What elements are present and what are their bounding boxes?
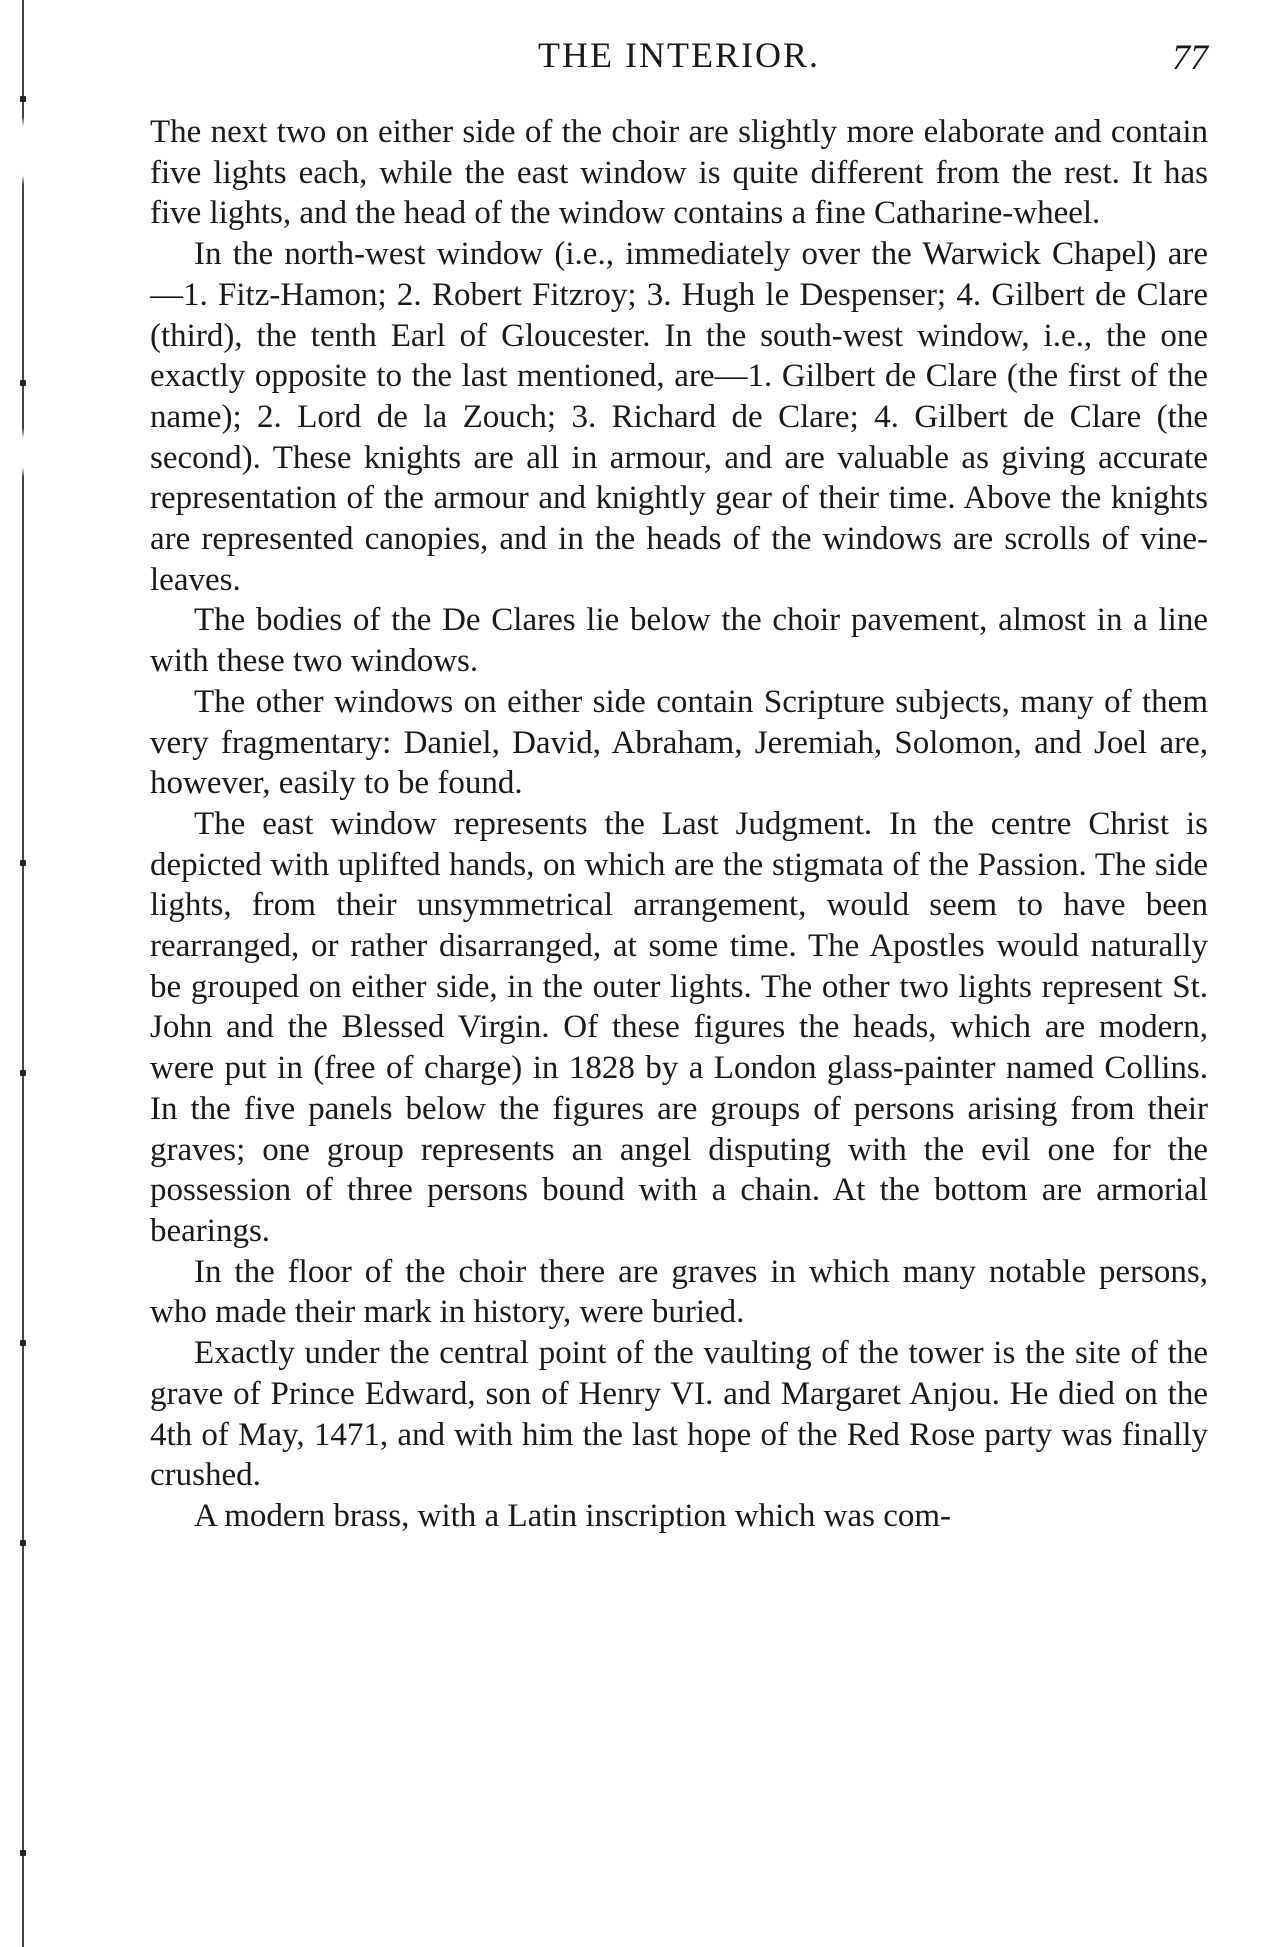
paragraph: The east window represents the Last Judgment. In the centre Christ is depicted with uplifted hands, on which are the stigmata of the Passion. The side lights, from their unsymmetrical arrangement, would seem to have been rearranged, or rather disarranged, at some time. The Apostles would naturally be grouped on either side, in the outer lights. The other two lights represent St. John and the Blessed Virgin. Of these figures the heads, which are modern, were put in (free of charge) in 1828 by a London glass-painter named Collins. In the five panels below the figures are groups of persons arising from their graves; one group represents an angel disputing with the evil one for the possession of three persons bound with a chain. At the bottom are armorial bearings.	[150, 805, 1208, 1249]
running-head: THE INTERIOR.	[538, 35, 820, 75]
binding-gutter-line	[22, 0, 24, 1947]
page-number: 77	[1172, 37, 1208, 77]
page-header	[150, 34, 1208, 84]
binding-mark	[20, 1340, 26, 1346]
page-body	[150, 112, 1208, 1537]
paragraph: The other windows on either side contain Scripture subjects, many of them very fragmentary: Daniel, David, Abraham, Jeremiah, Solomon, and Joel are, however, easily to be found.	[150, 683, 1208, 802]
paragraph: A modern brass, with a Latin inscription which was com-	[194, 1497, 952, 1534]
paragraph: In the north-west window (i.e., immediately over the Warwick Chapel) are—1. Fitz-Hamon; 2. Robert Fitzroy; 3. Hugh le Despenser; 4. Gilbert de Clare (third), the tenth Earl of Gloucester. In the south-west window, i.e., the one exactly opposite to the last mentioned, are—1. Gilbert de Clare (the first of the name); 2. Lord de la Zouch; 3. Richard de Clare; 4. Gilbert de Clare (the second). These knights are all in armour, and are valuable as giving accurate representation of the armour and knightly gear of their time. Above the knights are represented canopies, and in the heads of the windows are scrolls of vine-leaves.	[150, 236, 1208, 598]
binding-mark	[20, 1540, 26, 1546]
paragraph: The bodies of the De Clares lie below the choir pavement, almost in a line with these two windows.	[150, 602, 1208, 680]
binding-mark	[20, 380, 26, 386]
binding-mark	[20, 1850, 26, 1856]
binding-mark	[20, 860, 26, 866]
binding-mark	[20, 96, 26, 102]
paragraph: In the floor of the choir there are graves in which many notable persons, who made their mark in history, were buried.	[150, 1253, 1208, 1331]
paragraph: The next two on either side of the choir are slightly more elaborate and contain five lights each, while the east window is quite different from the rest. It has five lights, and the head of the window contains a fine Catharine-wheel.	[150, 114, 1208, 232]
binding-mark	[20, 1070, 26, 1076]
paragraph: Exactly under the central point of the vaulting of the tower is the site of the grave of Prince Edward, son of Henry VI. and Margaret Anjou. He died on the 4th of May, 1471, and with him the last hope of the Red Rose party was finally crushed.	[150, 1335, 1208, 1494]
